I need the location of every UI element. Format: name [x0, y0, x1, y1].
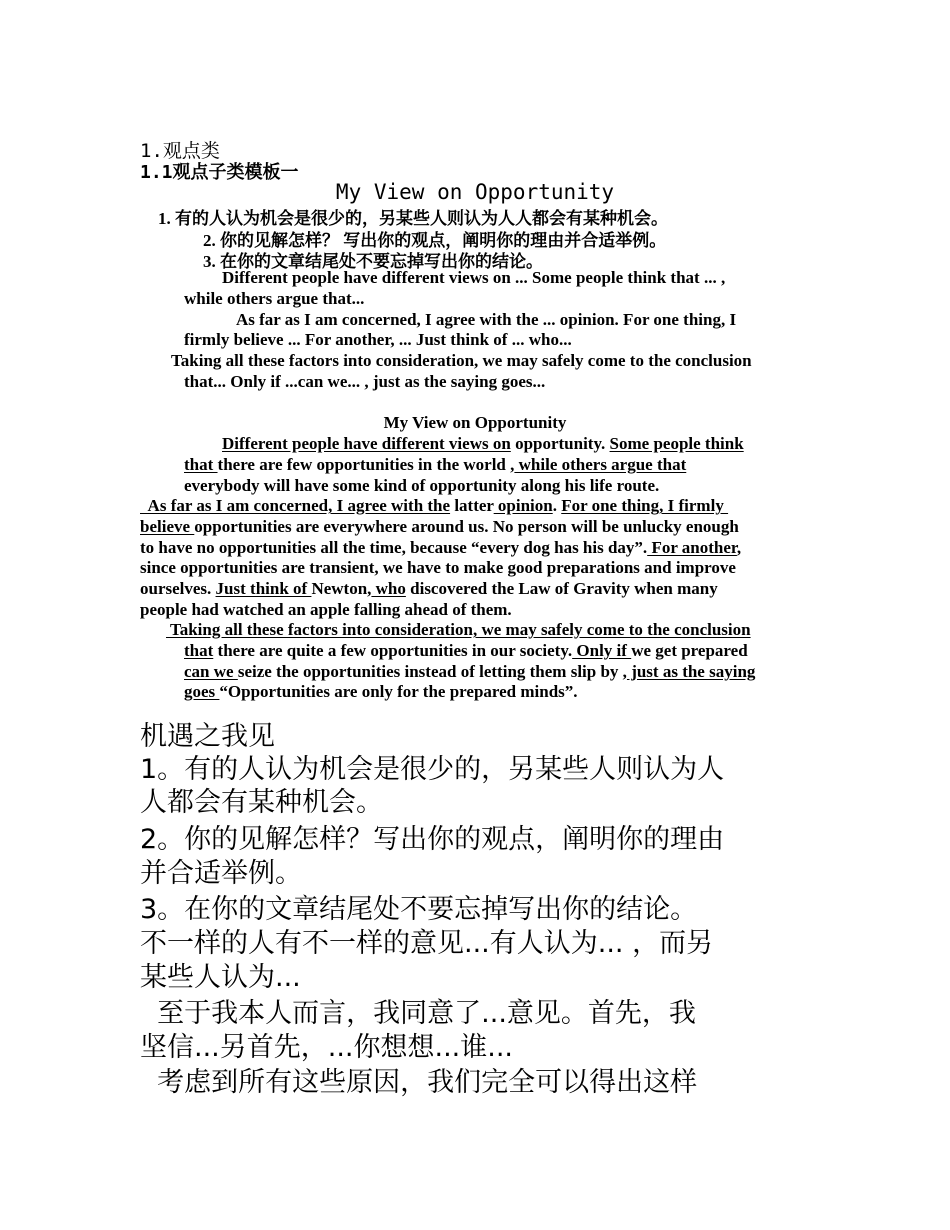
essay-text: “Opportunities are only for the prepared minds”. [219, 682, 578, 701]
template-phrase: opinion [493, 496, 553, 515]
template-prompt-1: 1. 有的人认为机会是很少的，另某些人则认为人人都会有某种机会。 [158, 209, 668, 228]
template-p3-line1: Taking all these factors into consideration, we may safely come to the conclusion [171, 351, 752, 370]
essay-text: to have no opportunities all the time, because “every dog has his day”. [140, 538, 648, 557]
chinese-line: 人都会有某种机会。 [140, 787, 383, 818]
template-phrase: Taking all these factors into consideration, we may safely come to the conclusion [166, 620, 751, 639]
template-phrase: that [184, 641, 214, 660]
essay-text: latter [450, 496, 494, 515]
template-phrase: goes [184, 682, 220, 701]
chinese-line: 3。在你的文章结尾处不要忘掉写出你的结论。 [140, 894, 698, 925]
essay-text: discovered the Law of Gravity when many [405, 579, 718, 598]
chinese-line: 至于我本人而言，我同意了...意见。首先，我 [140, 998, 696, 1029]
essay-text: there are quite a few opportunities in our society. [213, 641, 573, 660]
template-phrase: Just think of [215, 579, 312, 598]
template-prompt-3: 3. 在你的文章结尾处不要忘掉写出你的结论。 [203, 252, 543, 271]
template-phrase: while others argue that [514, 455, 687, 474]
template-title: My View on Opportunity [335, 180, 615, 204]
essay-text: everybody will have some kind of opportunity along his life route. [184, 476, 660, 495]
essay-title: My View on Opportunity [383, 413, 567, 432]
section-heading: 1.观点类 [140, 140, 220, 162]
template-phrase: As far as I am concerned, I agree with the [140, 496, 451, 515]
chinese-line: 考虑到所有这些原因，我们完全可以得出这样 [140, 1067, 698, 1098]
template-phrase: Only if [572, 641, 632, 660]
essay-text: opportunity. [510, 434, 610, 453]
template-prompt-2: 2. 你的见解怎样？ 写出你的观点，阐明你的理由并合适举例。 [203, 231, 667, 250]
chinese-line: 不一样的人有不一样的意见...有人认为... ，而另 [140, 928, 714, 959]
template-phrase: Different people have different views on [222, 434, 511, 453]
template-phrase: can we [184, 662, 238, 681]
essay-text: there are few opportunities in the world , [217, 455, 515, 474]
essay-line [184, 455, 686, 475]
essay-text: we get prepared [631, 641, 748, 660]
template-p1-line2: while others argue that... [184, 289, 365, 308]
essay-text: ourselves. [140, 579, 216, 598]
essay-text: Newton, [311, 579, 372, 598]
chinese-line: 坚信...另首先，...你想想...谁... [140, 1032, 513, 1063]
template-phrase: For another [647, 538, 737, 557]
template-phrase: who [371, 579, 406, 598]
chinese-line: 2。你的见解怎样？写出你的观点，阐明你的理由 [140, 824, 725, 855]
essay-text: seize the opportunities instead of letting them slip by , [237, 662, 627, 681]
essay-text: people had watched an apple falling ahead of them. [140, 600, 512, 619]
essay-line [140, 558, 736, 578]
template-p2-line1: As far as I am concerned, I agree with the ... opinion. For one thing, I [236, 310, 737, 329]
template-p1-line1: Different people have different views on ... Some people think that ... , [222, 268, 726, 287]
template-p3-line2: that... Only if ...can we... , just as the saying goes... [184, 372, 546, 391]
essay-line [140, 600, 512, 620]
subsection-heading: 1.1观点子类模板一 [140, 162, 299, 183]
essay-line [184, 641, 748, 661]
essay-line [140, 579, 718, 599]
template-phrase: that [184, 455, 218, 474]
essay-line [140, 517, 739, 537]
essay-line [184, 662, 755, 682]
essay-line [222, 434, 744, 454]
chinese-line: 某些人认为... [140, 962, 301, 993]
essay-line [140, 496, 728, 516]
template-phrase: believe [140, 517, 195, 536]
essay-text: since opportunities are transient, we have to make good preparations and improve [140, 558, 736, 577]
essay-text: , [736, 538, 742, 557]
essay-line [184, 476, 659, 496]
template-phrase: just as the saying [626, 662, 756, 681]
chinese-title: 机遇之我见 [140, 721, 275, 752]
essay-text: opportunities are everywhere around us. No person will be unlucky enough [194, 517, 739, 536]
template-phrase: Some people think [609, 434, 744, 453]
essay-line [140, 538, 741, 558]
essay-text: . [552, 496, 562, 515]
template-phrase: For one thing, I firmly [561, 496, 729, 515]
chinese-line: 并合适举例。 [140, 858, 302, 889]
essay-line [166, 620, 751, 640]
chinese-line: 1。有的人认为机会是很少的，另某些人则认为人 [140, 754, 725, 785]
template-p2-line2: firmly believe ... For another, ... Just think of ... who... [184, 330, 572, 349]
essay-line [184, 682, 578, 702]
